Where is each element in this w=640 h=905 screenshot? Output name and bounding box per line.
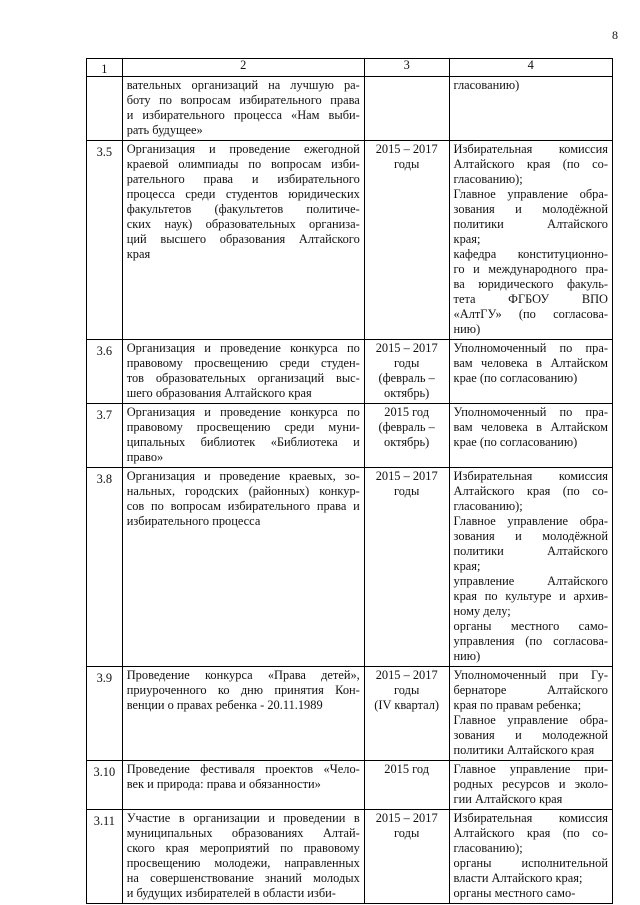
measure-name-line: и будущих избирателей в области изби- [126,886,336,900]
item-number: 3.10 [87,761,123,810]
executor-line: зования и молодёжной [453,202,608,216]
item-number: 3.9 [87,667,123,761]
header-col-1: 1 [87,59,123,77]
measures-table [86,58,613,904]
executor-line: крае (по согласованию) [453,435,578,449]
measure-name-line: приуроченного ко дню принятия Кон- [126,683,360,697]
executor-line: края; [453,559,481,573]
executor-line: Алтайского края (по со- [453,826,608,840]
measure-term-line: 2015 – 2017 [375,469,438,483]
executor-line: гласованию); [453,841,523,855]
measure-name-line: факультетов (факультетов политиче- [126,202,360,216]
measure-name-line: венции о правах ребенка - 20.11.1989 [126,698,323,712]
executor-line: гии Алтайского края [453,792,563,806]
executor-item [454,142,608,187]
table-row [87,340,613,404]
measure-term [364,404,449,468]
measure-name-line: нальных, городских (районных) конкур- [126,484,360,498]
executor-line: органы исполнительной [453,856,608,870]
measure-name-line: тов образовательных организаций выс- [126,371,360,385]
measure-name-line: сов по вопросам избирательного права и [126,499,360,513]
table-row [87,141,613,340]
measure-executors [449,340,612,404]
executor-line: управление Алтайского [453,574,608,588]
measure-name-line: и избирательного процесса «Нам выби- [126,108,360,122]
executor-line: края по правам ребенка; [453,698,582,712]
executor-line: бернаторе Алтайского [453,683,608,697]
measure-name-line: шего образования Алтайского края [126,386,312,400]
measure-name-line: рательного права и избирательного [126,172,360,186]
measure-name [122,404,364,468]
executor-line: Уполномоченный при Гу- [453,668,608,682]
measure-term [364,761,449,810]
measure-term [364,77,449,141]
header-col-3: 3 [364,59,449,77]
executor-line: тета ФГБОУ ВПО [453,292,608,306]
item-number [87,77,123,141]
item-number: 3.11 [87,810,123,904]
executor-line: гласованию) [453,78,520,92]
measure-name-line: правовому просвещению среди муни- [126,420,360,434]
measure-term [364,810,449,904]
table-row [87,667,613,761]
measure-term [364,141,449,340]
measure-executors [449,761,612,810]
measure-name [122,77,364,141]
executor-line: края; [453,232,481,246]
measure-executors [449,810,612,904]
measure-name-line: Участие в организации и проведении в [126,811,360,825]
measure-executors [449,404,612,468]
executor-item [454,574,608,619]
item-number: 3.8 [87,468,123,667]
executor-line: зования и молодежной [453,728,608,742]
executor-item [454,514,608,574]
measure-name [122,468,364,667]
measure-term-line: 2015 – 2017 [375,811,438,825]
measure-name-line: рать будущее» [126,123,203,137]
executor-line: ному делу; [453,604,511,618]
measure-term-line: (февраль – [378,371,435,385]
measure-term [364,340,449,404]
executor-line: го и международного пра- [453,262,608,276]
measure-term-line: 2015 – 2017 [375,142,438,156]
executor-item [454,886,608,901]
executor-line: родных ресурсов и эколо- [453,777,608,791]
executor-line: кафедра конституционно- [453,247,608,261]
executor-item [454,78,608,93]
measure-term-line: годы [394,356,420,370]
executor-line: Избирательная комиссия [453,811,608,825]
measure-name [122,761,364,810]
measure-name-line: на совершенствование знаний молодых [126,871,360,885]
table-row [87,761,613,810]
measure-term-line: (февраль – [378,420,435,434]
measure-name-line: муниципальных образованиях Алтай- [126,826,360,840]
executor-item [454,341,608,386]
executor-line: гласованию); [453,172,523,186]
table-row [87,810,613,904]
measure-name-line: ципальных библиотек «Библиотека и [126,435,360,449]
table-row [87,468,613,667]
executor-line: Уполномоченный по пра- [453,405,608,419]
measure-name-line: век и природа: права и обязанности» [126,777,321,791]
executor-item [454,811,608,856]
item-number: 3.6 [87,340,123,404]
executor-line: политики Алтайского [453,217,608,231]
executor-line: зования и молодёжной [453,529,608,543]
measure-name [122,810,364,904]
page-number: 8 [612,28,618,42]
executor-line: нию) [453,322,481,336]
executor-line: Главное управление при- [453,762,608,776]
measure-name-line: правовому просвещению среди студен- [126,356,360,370]
measure-name-line: краевой олимпиады по вопросам изби- [126,157,360,171]
executor-line: ва юридического факуль- [453,277,608,291]
measure-term-line: 2015 год [384,762,430,776]
measure-executors [449,141,612,340]
executor-item [454,668,608,713]
executor-item [454,469,608,514]
executor-line: политики Алтайского [453,544,608,558]
executor-item [454,405,608,450]
executor-line: крае (по согласованию) [453,371,578,385]
executor-line: края по культуре и архив- [453,589,608,603]
measure-name-line: право» [126,450,164,464]
measure-name-line: Организация и проведение конкурса по [126,341,360,355]
measure-term-line: октябрь) [384,435,430,449]
executor-line: Главное управление обра- [453,187,608,201]
measure-term-line: (IV квартал) [374,698,440,712]
measure-name [122,141,364,340]
executor-line: управления (по согласова- [453,634,608,648]
table-header-row [87,59,613,77]
executor-line: Уполномоченный по пра- [453,341,608,355]
measure-name-line: Проведение фестиваля проектов «Чело- [126,762,360,776]
measure-name-line: Организация и проведение конкурса по [126,405,360,419]
measure-term [364,468,449,667]
measure-name-line: Организация и проведение ежегодной [126,142,360,156]
measure-term-line: годы [394,683,420,697]
measure-executors [449,667,612,761]
measure-name-line: Организация и проведение краевых, зо- [126,469,360,483]
executor-line: «АлтГУ» (по согласова- [453,307,608,321]
executor-line: Избирательная комиссия [453,142,608,156]
measure-term-line: октябрь) [384,386,430,400]
measure-name-line: боту по вопросам избирательного права [126,93,360,107]
executor-line: вам человека в Алтайском [453,420,608,434]
item-number: 3.7 [87,404,123,468]
executor-line: власти Алтайского края; [453,871,583,885]
measure-executors [449,468,612,667]
measure-term-line: 2015 – 2017 [375,668,438,682]
executor-item [454,713,608,758]
measure-name-line: Проведение конкурса «Права детей», [126,668,360,682]
measure-name-line: ских наук) образовательных организа- [126,217,360,231]
measure-name-line: края [126,247,151,261]
executor-item [454,762,608,807]
executor-line: Алтайского края (по со- [453,484,608,498]
executor-line: органы местного само- [453,886,576,900]
measure-name [122,340,364,404]
table-row [87,77,613,141]
executor-line: Алтайского края (по со- [453,157,608,171]
header-col-4: 4 [449,59,612,77]
measure-name-line: вательных организаций на лучшую ра- [126,78,360,92]
measure-executors [449,77,612,141]
measure-name [122,667,364,761]
executor-line: политики Алтайского края [453,743,595,757]
executor-line: нию) [453,649,481,663]
executor-item [454,247,608,337]
executor-item [454,619,608,664]
measure-name-line: ций высшего образования Алтайского [126,232,360,246]
executor-line: органы местного само- [453,619,608,633]
measure-name-line: ского края мероприятий по правовому [126,841,360,855]
executor-line: гласованию); [453,499,523,513]
measure-term-line: годы [394,484,420,498]
table-row [87,404,613,468]
measure-name-line: просвещению молодежи, направленных [126,856,360,870]
measure-term-line: 2015 – 2017 [375,341,438,355]
measure-term-line: 2015 год [384,405,430,419]
executor-line: Главное управление обра- [453,713,608,727]
executor-line: вам человека в Алтайском [453,356,608,370]
executor-item [454,187,608,247]
measure-name-line: процесса среди студентов юридических [126,187,360,201]
header-col-2: 2 [122,59,364,77]
measure-term-line: годы [394,157,420,171]
executor-line: Главное управление обра- [453,514,608,528]
measure-term-line: годы [394,826,420,840]
measure-name-line: избирательного процесса [126,514,261,528]
measure-term [364,667,449,761]
executor-item [454,856,608,886]
item-number: 3.5 [87,141,123,340]
executor-line: Избирательная комиссия [453,469,608,483]
